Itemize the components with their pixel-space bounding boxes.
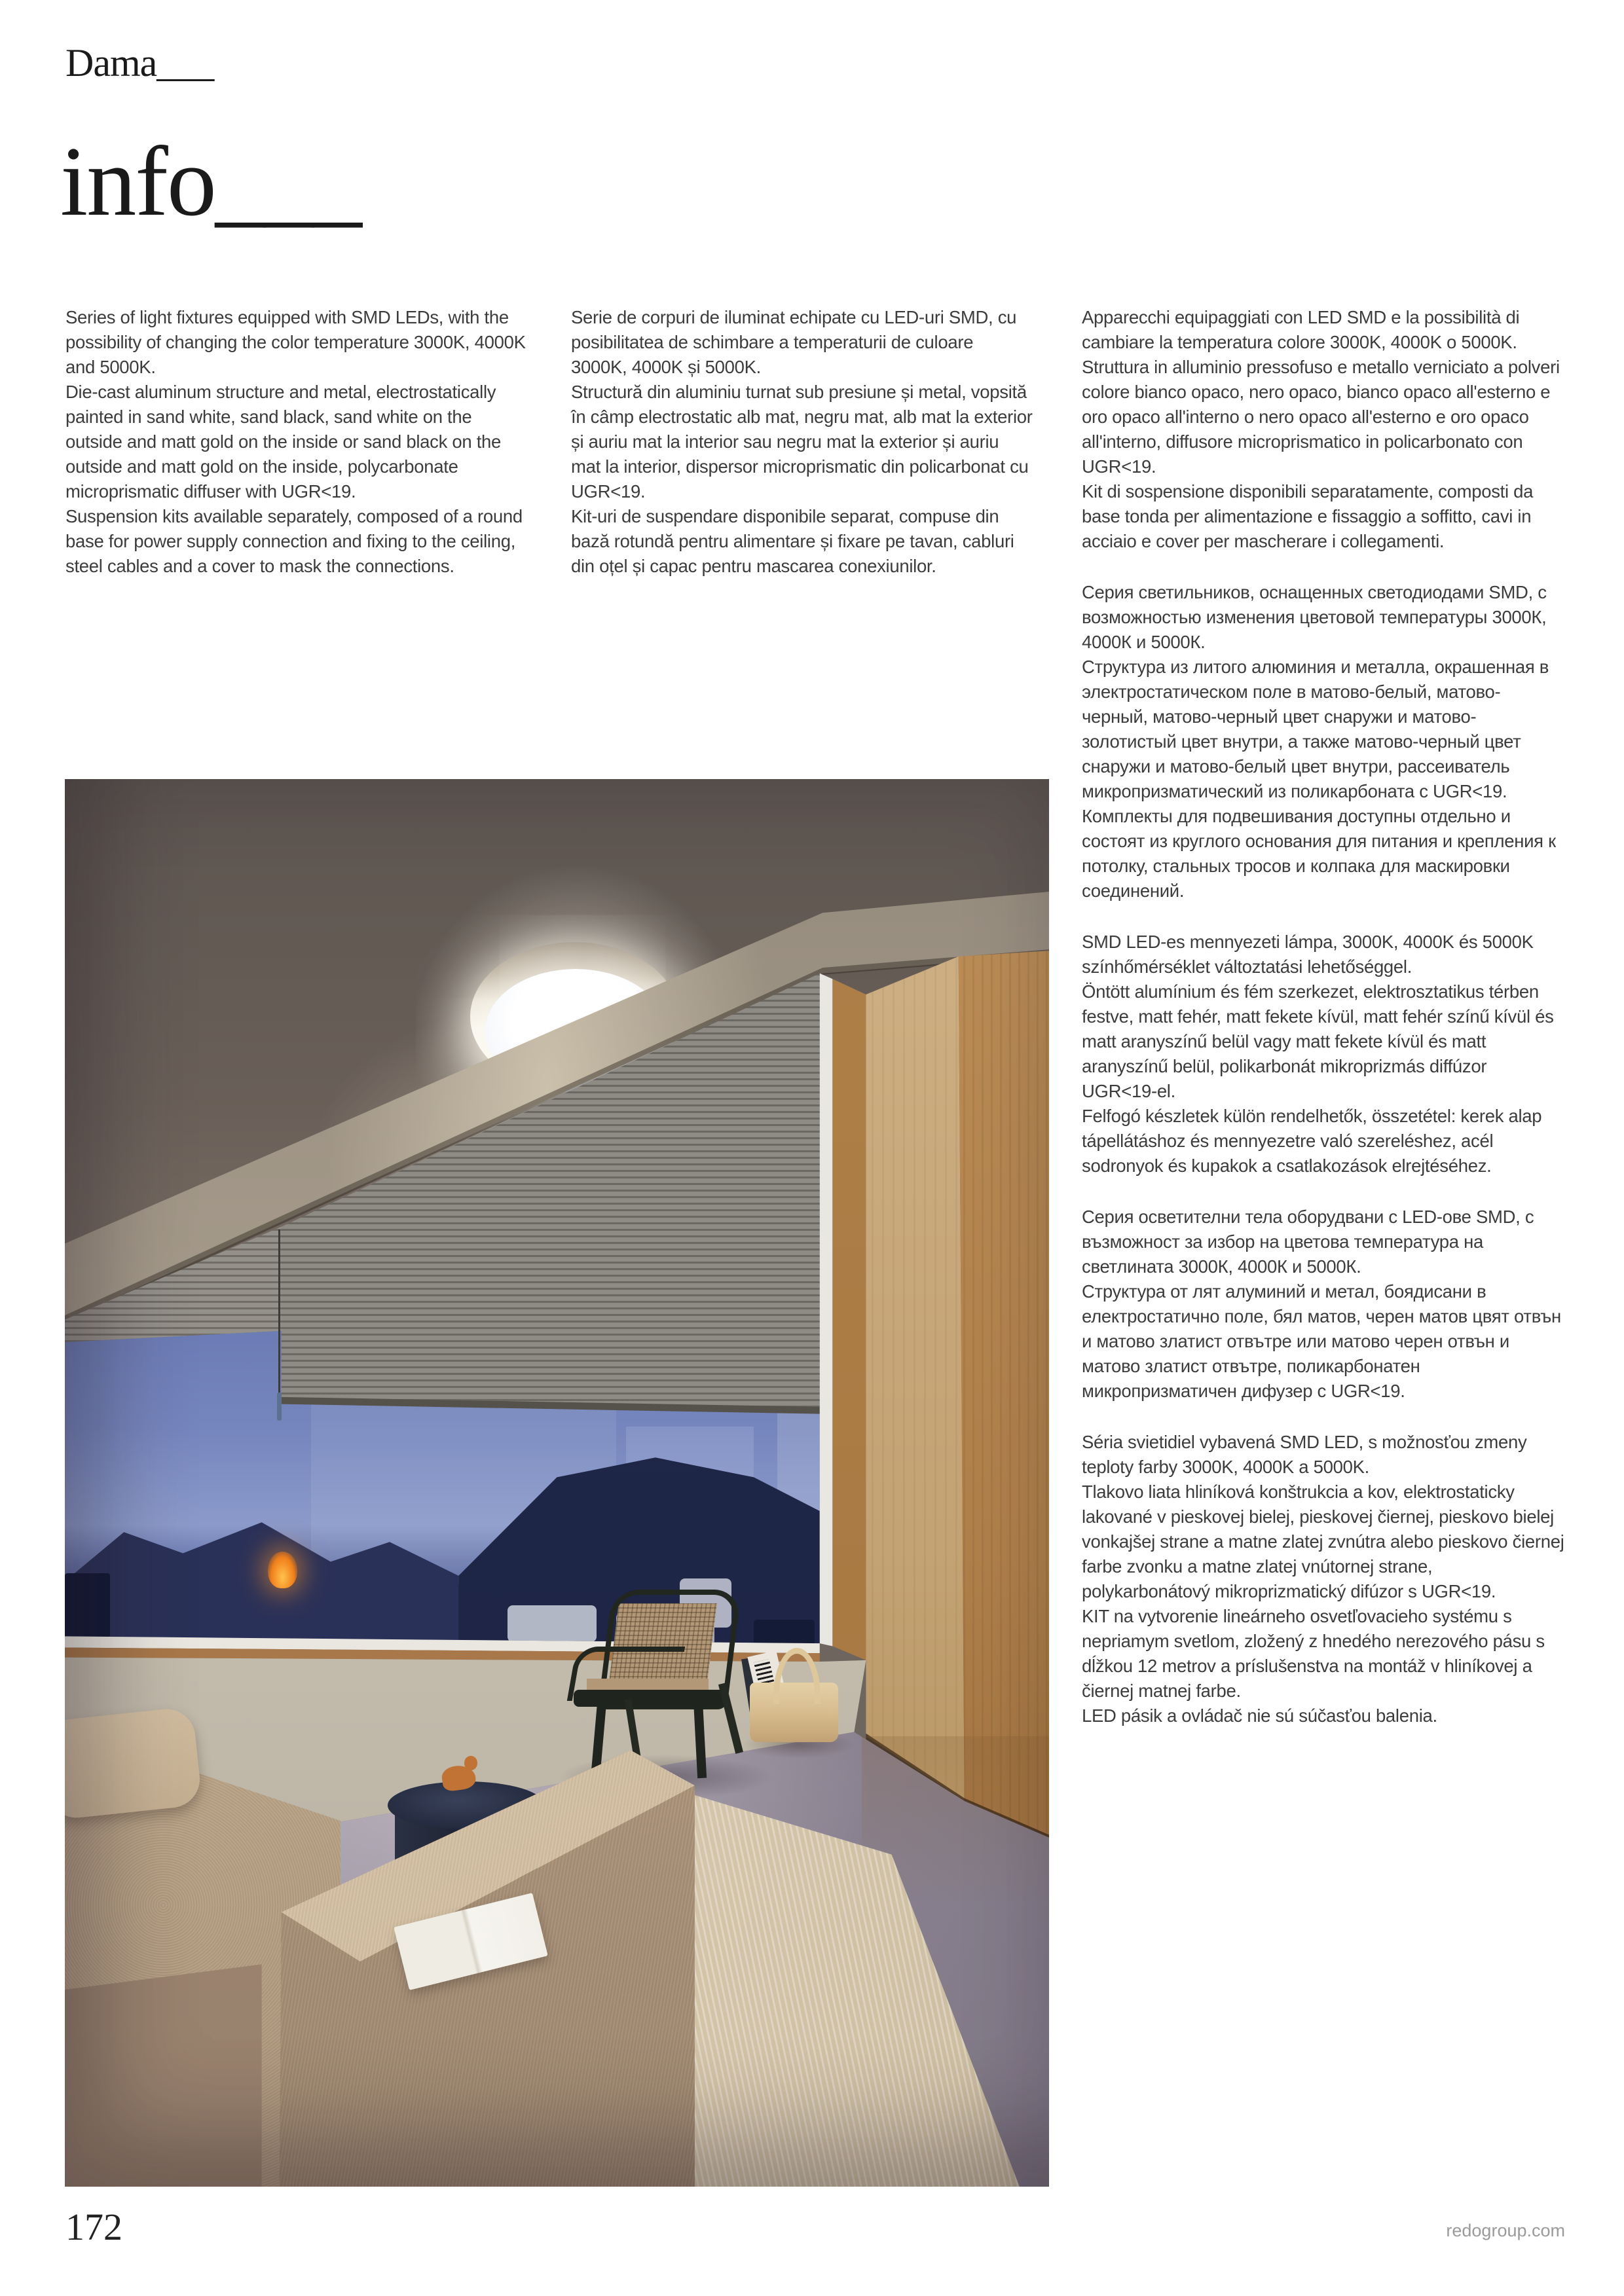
paragraph: Series of light fixtures equipped with SMD LEDs, with the possibility of changing the color temperature 3000K, 4000K and 5000K. (65, 307, 526, 377)
italian-block (1082, 305, 1565, 554)
paragraph: Felfogó készletek külön rendelhetők, összetétel: kerek alap tápellátáshoz és mennyezetre való szereléshez, acél sodronyok és kupakok a csatlakozások elrejtéséhez. (1082, 1106, 1542, 1176)
slovak-block (1082, 1430, 1565, 1728)
paragraph: Serie de corpuri de iluminat echipate cu LED-uri SMD, cu posibilitatea de schimbare a temperaturii de culoare 3000K, 4000K și 5000K. (571, 307, 1017, 377)
paragraph: Tlakovo liata hliníková konštrukcia a kov, elektrostaticky lakované v pieskovej bielej, pieskovej čiernej, pieskovo bielej vonkajšej strane a matne zlatej zvnútra alebo pieskovo čiernej farbe zvonku a matne zlatej vnútornej strane, polykarbonátový mikroprizmatický difúzor s UGR<19. (1082, 1482, 1564, 1601)
russian-block (1082, 580, 1565, 903)
paragraph: Серия осветителни тела оборудвани с LED-ове SMD, с възможност за избор на цветова температура на светлината 3000К, 4000К и 5000К. (1082, 1207, 1534, 1277)
brand-name: Dama___ (65, 41, 214, 84)
paragraph: Die-cast aluminum structure and metal, electrostatically painted in sand white, sand black, sand white on the outside and matt gold on the inside or sand black on the outside and matt gold on the inside, polycarbonate microprismatic diffuser with UGR<19. (65, 382, 502, 501)
bulgarian-block (1082, 1205, 1565, 1404)
column-romanian (571, 305, 1033, 579)
paragraph: Структура из литого алюминия и металла, окрашенная в электростатическом поле в матово-белый, матово-черный, матово-черный цвет снаружи и матово-золотистый цвет внутри, а также матово-черный цвет снаружи и матово-белый цвет внутри, рассеиватель микропризматический из поликарбоната с UGR<19. (1082, 657, 1549, 801)
paragraph: Struttura in alluminio pressofuso e metallo verniciato a polveri colore bianco opaco, nero opaco, bianco opaco all'esterno e oro opaco all'interno o nero opaco all'esterno e oro opaco all'interno, diffusore microprismatico in policarbonato con UGR<19. (1082, 357, 1560, 477)
paragraph: Kit-uri de suspendare disponibile separat, compuse din bază rotundă pentru alimentare și fixare pe tavan, cabluri din oțel și capac pentru mascarea conexiunilor. (571, 506, 1014, 576)
paragraph: Kit di sospensione disponibili separatamente, composti da base tonda per alimentazione e fissaggio a soffitto, cavi in acciaio e cover per mascherare i collegamenti. (1082, 481, 1534, 551)
website-url: redogroup.com (1446, 2221, 1565, 2240)
paragraph: LED pásik a ovládač nie sú súčasťou balenia. (1082, 1705, 1437, 1726)
paragraph: Комплекты для подвешивания доступны отдельно и состоят из круглого основания для питания и крепления к потолку, стальных тросов и колпака для маскировки соединений. (1082, 806, 1556, 901)
paragraph: Öntött alumínium és fém szerkezet, elektrosztatikus térben festve, matt fehér, matt fekete kívül, matt fehér színű kívül és matt aranyszínű belül vagy matt fekete kívül és matt aranyszínű belül, polikarbonát mikroprizmás diffúzor UGR<19-el. (1082, 981, 1554, 1101)
paragraph: Apparecchi equipaggiati con LED SMD e la possibilità di cambiare la temperatura colore 3000K, 4000K o 5000K. (1082, 307, 1520, 352)
paragraph: Серия светильников, оснащенных светодиодами SMD, с возможностью изменения цветовой температуры 3000К, 4000К и 5000К. (1082, 582, 1547, 652)
photo-vignette (65, 779, 1049, 2187)
paragraph: Структура от лят алуминий и метал, боядисани в електростатично поле, бял матов, черен матов цвят отвън и матово златист отвътре или матово черен отвън и матово златист отвътре, поликарбонатен микропризматичен дифузер с UGR<19. (1082, 1281, 1561, 1401)
paragraph: Suspension kits available separately, composed of a round base for power supply connection and fixing to the ceiling, steel cables and a cover to mask the connections. (65, 506, 523, 576)
page-title: info___ (60, 126, 361, 236)
column-multilanguage (1082, 305, 1565, 1728)
page-number: 172 (65, 2206, 122, 2248)
column-english (65, 305, 527, 579)
paragraph: KIT na vytvorenie lineárneho osvetľovacieho systému s nepriamym svetlom, zložený z hnedého nerezového pásu s dĺžkou 12 metrov a príslušenstva na montáž v hliníkovej a čiernej matnej farbe. (1082, 1606, 1545, 1701)
product-photo (65, 779, 1049, 2187)
paragraph: Structură din aluminiu turnat sub presiune și metal, vopsită în câmp electrostatic alb mat, negru mat, alb mat la exterior și auriu mat la interior sau negru mat la exterior și auriu mat la interior, dispersor microprismatic din policarbonat cu UGR<19. (571, 382, 1033, 501)
paragraph: SMD LED-es mennyezeti lámpa, 3000K, 4000K és 5000K színhőmérséklet változtatási lehetőséggel. (1082, 932, 1534, 977)
hungarian-block (1082, 930, 1565, 1178)
paragraph: Séria svietidiel vybavená SMD LED, s možnosťou zmeny teploty farby 3000K, 4000K a 5000K. (1082, 1432, 1527, 1477)
